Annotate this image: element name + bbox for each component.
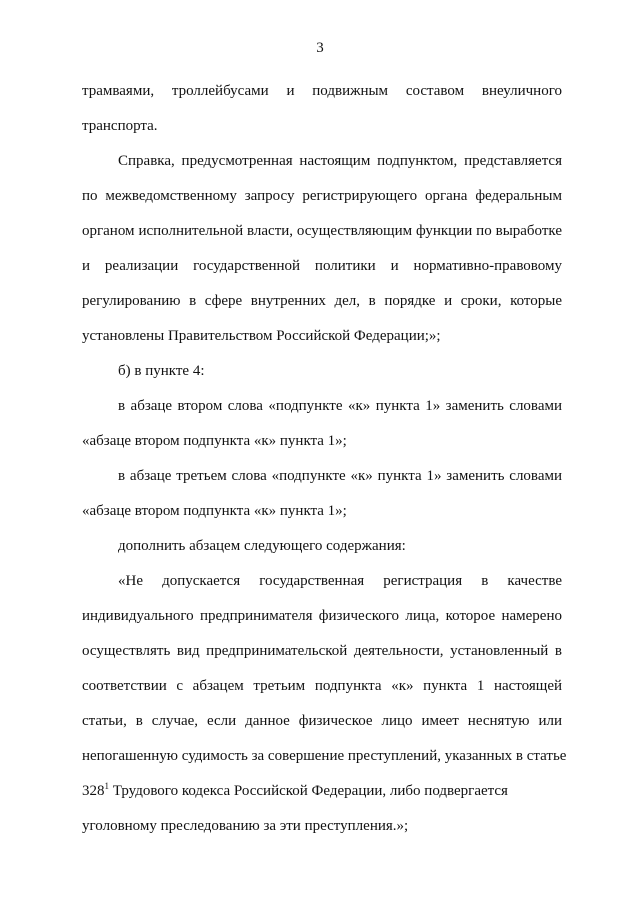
text-line: статьи, в случае, если данное физическое лицо имеет неснятую или — [82, 713, 562, 729]
superscript-number: 1 — [104, 781, 109, 791]
paragraph-first-line: в абзаце третьем слова «подпункте «к» пункта 1» заменить словами — [118, 468, 562, 484]
text-line: транспорта. — [82, 118, 158, 134]
paragraph-first-line: в абзаце втором слова «подпункте «к» пункта 1» заменить словами — [118, 398, 562, 414]
paragraph-first-line: «Не допускается государственная регистрация в качестве — [118, 573, 562, 589]
text-line-with-superscript — [82, 782, 562, 800]
text-line: по межведомственному запросу регистрирующего органа федеральным — [82, 188, 562, 204]
paragraph-first-line: дополнить абзацем следующего содержания: — [118, 538, 406, 554]
text-line: установлены Правительством Российской Федерации;»; — [82, 328, 441, 344]
page-number: 3 — [316, 40, 324, 56]
text-line: трамваями, троллейбусами и подвижным составом внеуличного — [82, 83, 562, 99]
text-line: индивидуального предпринимателя физического лица, которое намерено — [82, 608, 562, 624]
text-line: соответствии с абзацем третьим подпункта «к» пункта 1 настоящей — [82, 678, 562, 694]
text-line: регулированию в сфере внутренних дел, в порядке и сроки, которые — [82, 293, 562, 309]
text-line: «абзаце втором подпункта «к» пункта 1»; — [82, 433, 347, 449]
article-number: 328 — [82, 783, 105, 799]
line-remainder: Трудового кодекса Российской Федерации, либо подвергается — [109, 783, 508, 799]
text-line: осуществлять вид предпринимательской деятельности, установленный в — [82, 643, 562, 659]
text-line: «абзаце втором подпункта «к» пункта 1»; — [82, 503, 347, 519]
text-line: органом исполнительной власти, осуществляющим функции по выработке — [82, 223, 562, 239]
paragraph-first-line: Справка, предусмотренная настоящим подпунктом, представляется — [118, 153, 562, 169]
text-line: и реализации государственной политики и нормативно-правовому — [82, 258, 562, 274]
subsection-heading: б) в пункте 4: — [118, 363, 205, 379]
text-line: уголовному преследованию за эти преступления.»; — [82, 818, 409, 834]
text-line: непогашенную судимость за совершение преступлений, указанных в статье — [82, 748, 567, 764]
